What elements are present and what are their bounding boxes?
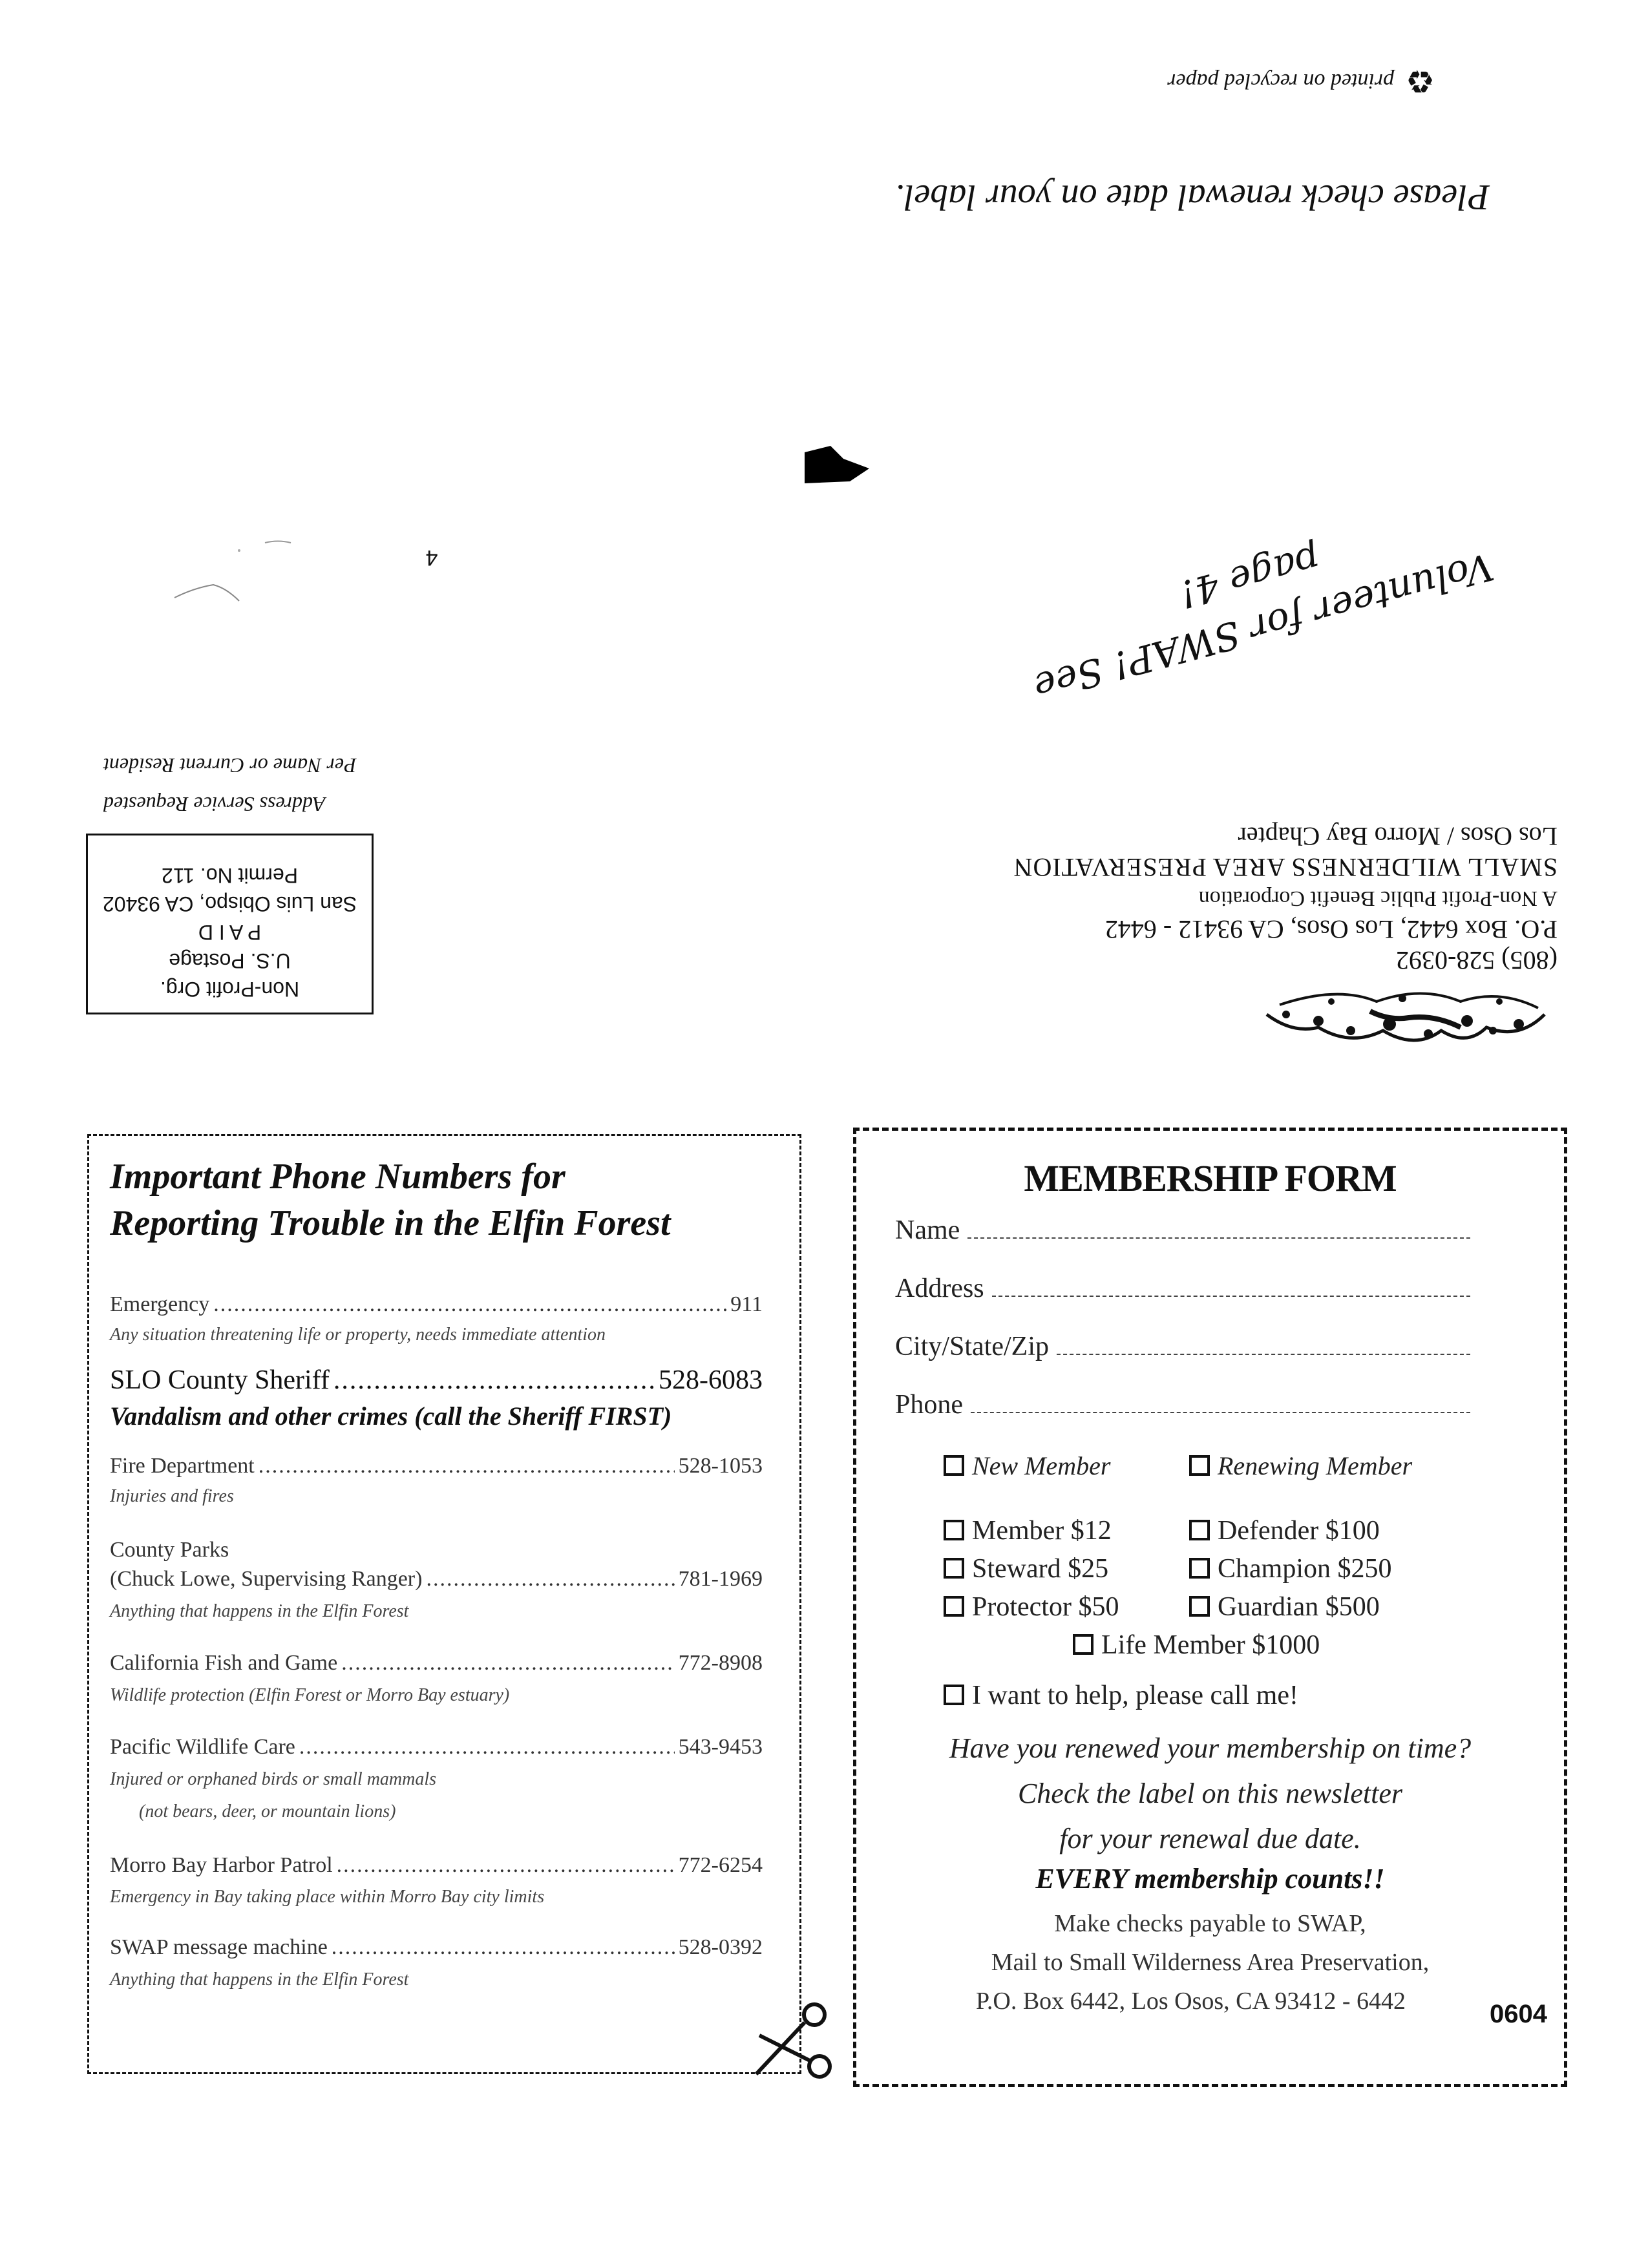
level-guardian-checkbox[interactable]: Guardian $500 [1189, 1591, 1380, 1622]
per-name-line: Per Name or Current Resident [103, 754, 357, 777]
checkbox-icon [1189, 1455, 1210, 1476]
renewal-prompt: Have you renewed your membership on time? [949, 1732, 1472, 1764]
mail-instructions: Mail to Small Wilderness Area Preservation, [991, 1949, 1430, 1976]
recycle-icon: ♻ [1406, 62, 1435, 100]
phone-entry-sheriff: SLO County Sheriff ..... 528-6083 [110, 1365, 763, 1396]
postage-line5: Permit No. 112 [161, 864, 299, 887]
level-steward-checkbox[interactable]: Steward $25 [944, 1553, 1108, 1584]
phone-title-line2: Reporting Trouble in the Elfin Forest [110, 1203, 671, 1243]
phone-entry-fire: Fire Department ..... 528-1053 [110, 1454, 763, 1478]
phone-note: Vandalism and other crimes (call the Sheriff FIRST) [110, 1402, 672, 1431]
phone-note: Injured or orphaned birds or small mammals [110, 1769, 437, 1789]
phone-entry-wildlife-care: Pacific Wildlife Care ..... 543-9453 [110, 1735, 763, 1759]
mail-instructions: P.O. Box 6442, Los Osos, CA 93412 - 6442 [975, 1988, 1406, 2015]
postage-line2: U.S. Postage [169, 949, 291, 972]
scissors-icon [750, 1997, 834, 2087]
org-pobox: P.O. Box 6442, Los Osos, CA 93412 - 6442 [1104, 915, 1558, 944]
phone-title-line1: Important Phone Numbers for [110, 1157, 565, 1197]
phone-entry-county-parks: County Parks [110, 1538, 229, 1562]
renewal-prompt: for your renewal due date. [1059, 1823, 1361, 1854]
address-service-line: Address Service Requested [103, 793, 326, 816]
checkbox-icon [1189, 1558, 1210, 1579]
new-member-checkbox[interactable]: New Member [944, 1451, 1110, 1481]
checkbox-icon [1189, 1596, 1210, 1617]
org-corp: A Non-Profit Public Benefit Corporation [1198, 887, 1558, 910]
checkbox-icon [944, 1685, 964, 1705]
postage-line3: P A I D [198, 921, 262, 944]
level-protector-checkbox[interactable]: Protector $50 [944, 1591, 1119, 1622]
checkbox-icon [944, 1558, 964, 1579]
phone-entry-ranger: (Chuck Lowe, Supervising Ranger) ..... 781-1969 [110, 1567, 763, 1591]
address-field[interactable]: Address [895, 1273, 1470, 1304]
page-number: 4 [425, 545, 438, 570]
phone-note: Injuries and fires [110, 1486, 234, 1506]
level-member-checkbox[interactable]: Member $12 [944, 1515, 1112, 1546]
checkbox-icon [944, 1596, 964, 1617]
phone-note: Any situation threatening life or property, needs immediate attention [110, 1325, 606, 1345]
renewing-member-checkbox[interactable]: Renewing Member [1189, 1451, 1412, 1481]
pencil-marks [162, 530, 323, 614]
level-champion-checkbox[interactable]: Champion $250 [1189, 1553, 1392, 1584]
phone-note: Anything that happens in the Elfin Forest [110, 1969, 409, 1990]
renewal-prompt: EVERY membership counts!! [1035, 1863, 1385, 1895]
checkbox-icon [1189, 1520, 1210, 1540]
org-name: SMALL WILDERNESS AREA PRESERVATION [1013, 853, 1558, 882]
postage-line1: Non-Profit Org. [160, 978, 300, 1001]
volunteer-note: Volunteer for SWAP! See page 4! [1029, 537, 1498, 709]
renewal-prompt: Check the label on this newsletter [1017, 1778, 1403, 1809]
phone-entry-swap: SWAP message machine ..... 528-0392 [110, 1935, 763, 1960]
name-field[interactable]: Name [895, 1215, 1470, 1246]
phone-note: Wildlife protection (Elfin Forest or Morro Bay estuary) [110, 1685, 510, 1705]
form-code: 0604 [1490, 2000, 1547, 2028]
level-defender-checkbox[interactable]: Defender $100 [1189, 1515, 1380, 1546]
checkbox-icon [944, 1520, 964, 1540]
black-mark [805, 446, 869, 485]
phone-field[interactable]: Phone [895, 1389, 1470, 1420]
return-address [924, 782, 1558, 976]
checkbox-icon [1073, 1634, 1093, 1655]
phone-note: Anything that happens in the Elfin Forest [110, 1601, 409, 1621]
org-chapter: Los Osos / Morro Bay Chapter [1238, 822, 1558, 851]
postage-line4: San Luis Obispo, CA 93402 [102, 892, 357, 916]
phone-entry-emergency: Emergency ..... 911 [110, 1292, 763, 1317]
forest-logo-icon [1247, 969, 1558, 1053]
phone-entry-fish-game: California Fish and Game ..... 772-8908 [110, 1651, 763, 1675]
checkbox-icon [944, 1455, 964, 1476]
level-life-checkbox[interactable]: Life Member $1000 [1073, 1630, 1320, 1661]
membership-form-title: MEMBERSHIP FORM [1024, 1157, 1397, 1199]
phone-numbers-title [110, 1153, 795, 1257]
mail-instructions: Make checks payable to SWAP, [1054, 1910, 1366, 1937]
phone-note: (not bears, deer, or mountain lions) [139, 1801, 396, 1822]
recycled-note: ♻ printed on recycled paper [1167, 62, 1435, 100]
renewal-notice: Please check renewal date on your label. [894, 177, 1490, 217]
address-service [103, 733, 414, 824]
city-state-zip-field[interactable]: City/State/Zip [895, 1331, 1470, 1362]
postage-indicia [86, 834, 374, 1014]
phone-note: Emergency in Bay taking place within Morro Bay city limits [110, 1887, 545, 1907]
phone-entry-harbor-patrol: Morro Bay Harbor Patrol ..... 772-6254 [110, 1853, 763, 1878]
help-checkbox[interactable]: I want to help, please call me! [944, 1680, 1298, 1711]
org-phone: (805) 528-0392 [1396, 946, 1558, 975]
